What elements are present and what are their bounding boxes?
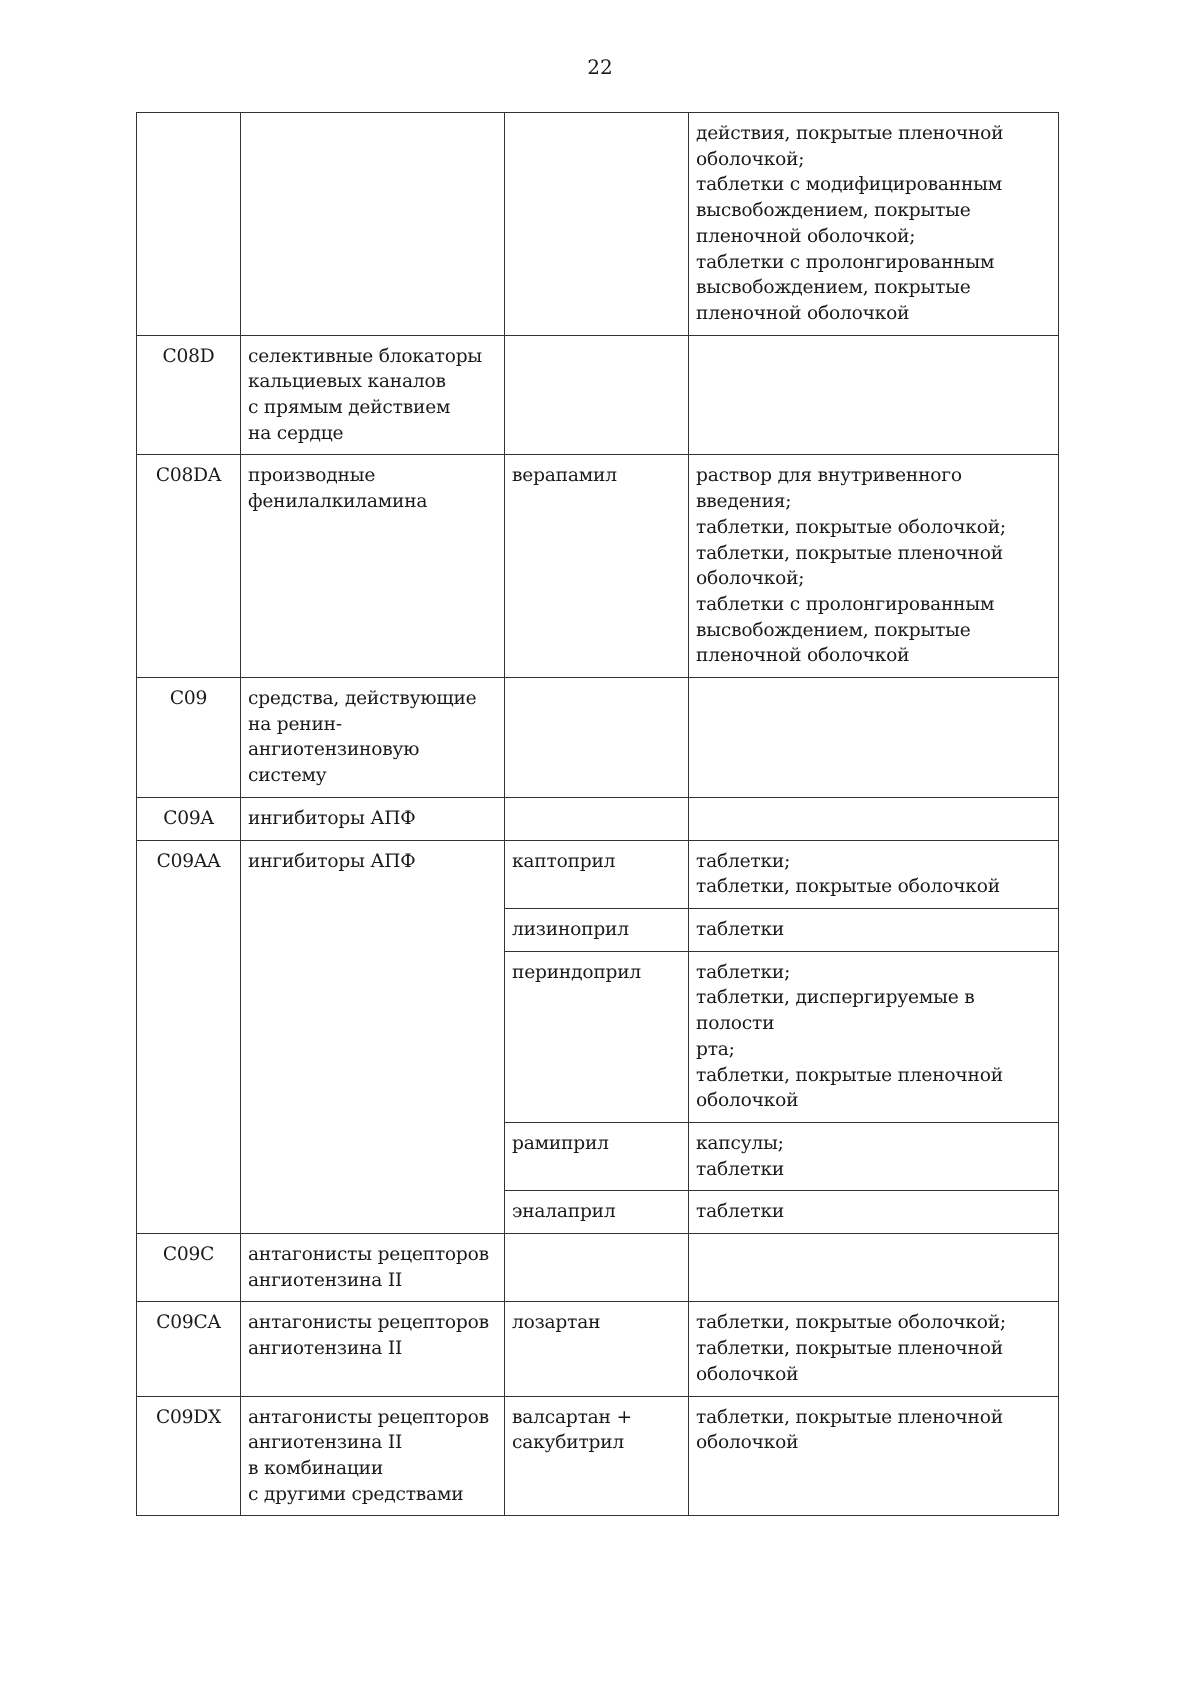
atc-code-cell: C08DA (137, 455, 241, 678)
drug-name-cell: эналаприл (505, 1191, 689, 1234)
dosage-forms-cell: таблетки (689, 1191, 1059, 1234)
dosage-forms-cell (689, 797, 1059, 840)
dosage-forms-cell: таблетки, покрытые пленочной оболочкой (689, 1396, 1059, 1516)
drug-name-cell: рамиприл (505, 1122, 689, 1190)
anatomical-group-cell: антагонисты рецепторов ангиотензина II (241, 1302, 505, 1396)
dosage-forms-cell: капсулы; таблетки (689, 1122, 1059, 1190)
drug-name-cell (505, 678, 689, 798)
dosage-forms-cell: действия, покрытые пленочной оболочкой; таблетки с модифицированным высвобождением, покрытые пленочной оболочкой; таблетки с пролонгированным высвобождением, покрытые пленочной оболочкой (689, 113, 1059, 336)
anatomical-group-cell: производные фенилалкиламина (241, 455, 505, 678)
drug-name-cell: периндоприл (505, 951, 689, 1122)
drug-name-cell: верапамил (505, 455, 689, 678)
anatomical-group-cell: ингибиторы АПФ (241, 840, 505, 1233)
atc-code-cell: C09AA (137, 840, 241, 1233)
dosage-forms-cell (689, 335, 1059, 455)
drug-name-cell: лозартан (505, 1302, 689, 1396)
dosage-forms-cell: таблетки; таблетки, покрытые оболочкой (689, 840, 1059, 908)
dosage-forms-cell: таблетки; таблетки, диспергируемые в полости рта; таблетки, покрытые пленочной оболочкой (689, 951, 1059, 1122)
table-row (137, 678, 1059, 798)
atc-code-cell: C09DX (137, 1396, 241, 1516)
table-row (137, 797, 1059, 840)
anatomical-group-cell (241, 113, 505, 336)
table-row (137, 1396, 1059, 1516)
table-row (137, 455, 1059, 678)
drug-name-cell: каптоприл (505, 840, 689, 908)
atc-code-cell: C09CA (137, 1302, 241, 1396)
table-row (137, 335, 1059, 455)
atc-code-cell: C08D (137, 335, 241, 455)
atc-code-cell: C09 (137, 678, 241, 798)
atc-code-cell: C09A (137, 797, 241, 840)
anatomical-group-cell: антагонисты рецепторов ангиотензина II в комбинации с другими средствами (241, 1396, 505, 1516)
table-row (137, 840, 1059, 908)
atc-code-cell: C09C (137, 1234, 241, 1302)
dosage-forms-cell (689, 678, 1059, 798)
anatomical-group-cell: селективные блокаторы кальциевых каналов с прямым действием на сердце (241, 335, 505, 455)
table-row (137, 1234, 1059, 1302)
drug-name-cell (505, 335, 689, 455)
dosage-forms-cell: таблетки, покрытые оболочкой; таблетки, покрытые пленочной оболочкой (689, 1302, 1059, 1396)
anatomical-group-cell: антагонисты рецепторов ангиотензина II (241, 1234, 505, 1302)
anatomical-group-cell: ингибиторы АПФ (241, 797, 505, 840)
drug-table (136, 112, 1059, 1516)
drug-name-cell (505, 113, 689, 336)
drug-name-cell: лизиноприл (505, 908, 689, 951)
atc-code-cell (137, 113, 241, 336)
dosage-forms-cell (689, 1234, 1059, 1302)
table-row (137, 113, 1059, 336)
drug-name-cell: валсартан + сакубитрил (505, 1396, 689, 1516)
dosage-forms-cell: таблетки (689, 908, 1059, 951)
table-row (137, 1302, 1059, 1396)
table-body (137, 113, 1059, 1516)
drug-name-cell (505, 1234, 689, 1302)
anatomical-group-cell: средства, действующие на ренин- ангиотензиновую систему (241, 678, 505, 798)
dosage-forms-cell: раствор для внутривенного введения; таблетки, покрытые оболочкой; таблетки, покрытые пленочной оболочкой; таблетки с пролонгированным высвобождением, покрытые пленочной оболочкой (689, 455, 1059, 678)
drug-name-cell (505, 797, 689, 840)
page-number: 22 (587, 55, 613, 79)
